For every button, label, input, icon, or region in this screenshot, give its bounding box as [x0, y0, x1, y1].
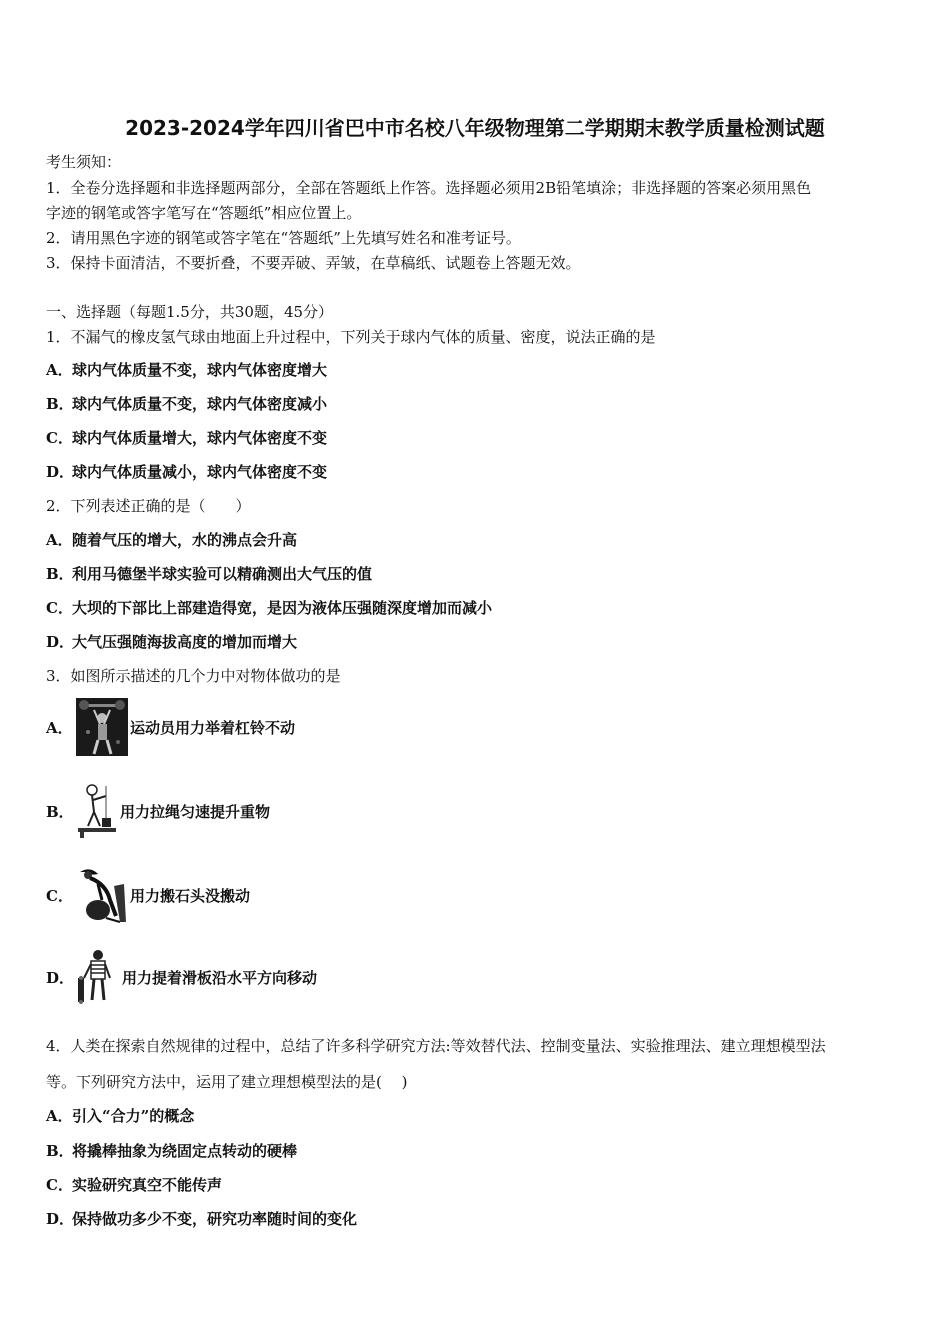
question-1-option-d — [46, 462, 327, 482]
question-2-stem: 2．下列表述正确的是（ ） — [46, 497, 251, 515]
option-text: 球内气体质量不变，球内气体密度增大 — [72, 361, 328, 379]
option-text: 球内气体质量不变，球内气体密度减小 — [72, 395, 328, 413]
option-letter: D． — [46, 968, 75, 987]
option-letter: A． — [46, 361, 73, 379]
question-4-stem-line-1: 4．人类在探索自然规律的过程中，总结了许多科学研究方法:等效替代法、控制变量法、实验推理法、建立理想模型法 — [46, 1037, 826, 1055]
option-text: 球内气体质量减小，球内气体密度不变 — [72, 463, 328, 481]
question-2-option-a — [46, 530, 297, 550]
question-2-option-d — [46, 632, 297, 652]
option-text: 运动员用力举着杠铃不动 — [130, 718, 296, 737]
option-text: 球内气体质量增大，球内气体密度不变 — [72, 429, 328, 447]
option-letter: A． — [46, 531, 73, 549]
question-4-option-d — [46, 1209, 357, 1229]
question-3-option-b — [46, 782, 270, 840]
option-text: 随着气压的增大，水的沸点会升高 — [72, 531, 298, 549]
notice-item-1: 1．全卷分选择题和非选择题两部分，全部在答题纸上作答。选择题必须用2B铅笔填涂；非选择题的答案必须用黑色 — [46, 179, 812, 197]
question-3-option-c — [46, 866, 250, 924]
question-1-option-c — [46, 428, 327, 448]
question-1-option-b — [46, 394, 327, 414]
rock-pushing-icon — [76, 866, 128, 924]
option-letter: B． — [46, 802, 74, 821]
option-text: 将撬棒抽象为绕固定点转动的硬棒 — [72, 1142, 298, 1160]
question-1-stem: 1．不漏气的橡皮氢气球由地面上升过程中，下列关于球内气体的质量、密度，说法正确的是 — [46, 328, 656, 346]
option-text: 大气压强随海拔高度的增加而增大 — [72, 633, 298, 651]
question-1-option-a — [46, 360, 327, 380]
option-letter: C． — [46, 1176, 73, 1194]
question-4-stem-line-2: 等。下列研究方法中，运用了建立理想模型法的是( ) — [46, 1073, 408, 1091]
option-letter: B． — [46, 395, 74, 413]
notice-item-2: 2．请用黑色字迹的钢笔或答字笔在“答题纸”上先填写姓名和准考证号。 — [46, 229, 521, 247]
option-letter: C． — [46, 599, 73, 617]
option-letter: D． — [46, 463, 75, 481]
option-letter: C． — [46, 429, 73, 447]
option-text: 用力搬石头没搬动 — [130, 886, 251, 905]
option-text: 利用马德堡半球实验可以精确测出大气压的值 — [72, 565, 373, 583]
option-text: 引入“合力”的概念 — [72, 1107, 195, 1125]
section-heading: 一、选择题（每题1.5分，共30题，45分） — [46, 303, 334, 321]
question-4-option-c — [46, 1175, 222, 1195]
option-letter: B． — [46, 565, 74, 583]
question-3-stem: 3．如图所示描述的几个力中对物体做功的是 — [46, 667, 341, 685]
option-text: 实验研究真空不能传声 — [72, 1176, 223, 1194]
option-text: 保持做功多少不变，研究功率随时间的变化 — [72, 1210, 358, 1228]
notice-heading: 考生须知： — [46, 153, 122, 171]
option-letter: A． — [46, 718, 73, 737]
notice-item-1-cont: 字迹的钢笔或答字笔写在“答题纸”相应位置上。 — [46, 204, 362, 222]
option-text: 用力提着滑板沿水平方向移动 — [122, 968, 318, 987]
question-4-option-b — [46, 1141, 297, 1161]
skateboard-carrying-icon — [76, 948, 120, 1006]
notice-item-3: 3．保持卡面清洁，不要折叠，不要弄破、弄皱，在草稿纸、试题卷上答题无效。 — [46, 254, 581, 272]
option-letter: D． — [46, 1210, 75, 1228]
option-text: 大坝的下部比上部建造得宽，是因为液体压强随深度增加而减小 — [72, 599, 493, 617]
option-letter: D． — [46, 633, 75, 651]
option-letter: B． — [46, 1142, 74, 1160]
question-3-option-d — [46, 948, 317, 1006]
rope-pulling-icon — [76, 782, 118, 840]
question-2-option-c — [46, 598, 492, 618]
option-letter: A． — [46, 1107, 73, 1125]
question-3-option-a — [46, 698, 295, 756]
option-letter: C． — [46, 886, 73, 905]
weightlifter-icon — [76, 698, 128, 756]
question-4-option-a — [46, 1106, 194, 1126]
page-title: 2023-2024学年四川省巴中市名校八年级物理第二学期期末教学质量检测试题 — [125, 116, 825, 140]
option-text: 用力拉绳匀速提升重物 — [120, 802, 271, 821]
question-2-option-b — [46, 564, 372, 584]
